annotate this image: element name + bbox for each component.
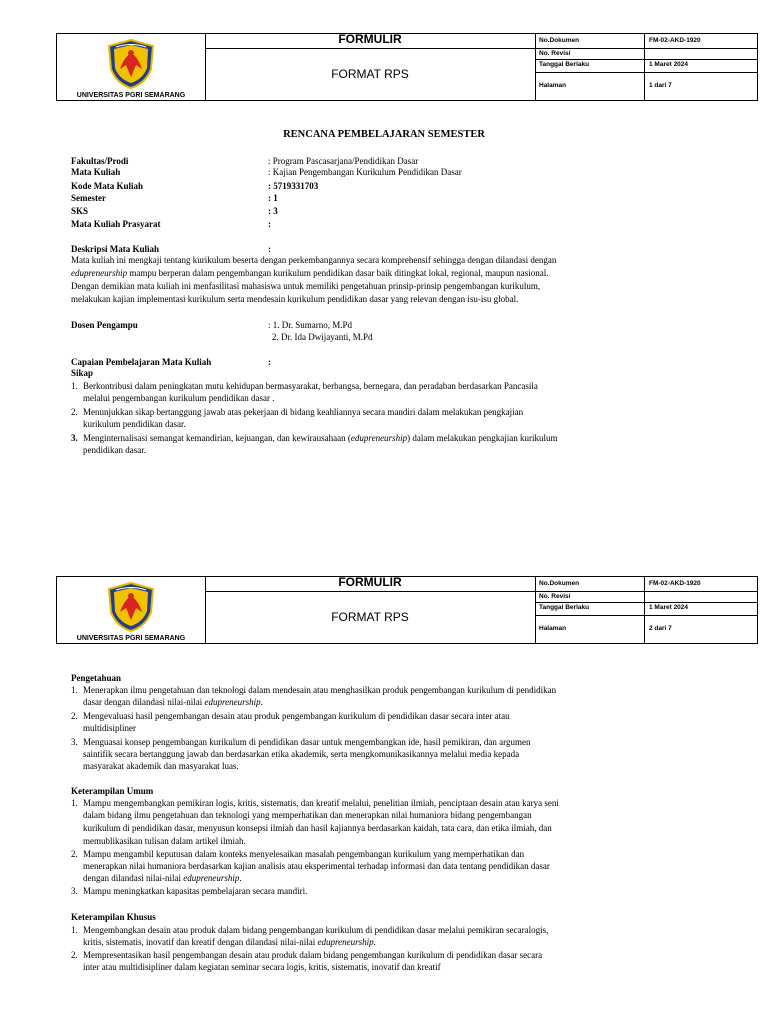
university-logo-icon xyxy=(108,582,154,632)
info-label: Mata Kuliah Prasyarat xyxy=(71,219,161,229)
formulir-label: FORMULIR xyxy=(205,34,535,49)
document-meta-table xyxy=(535,577,757,643)
paragraph-line: edupreneurship mampu berperan dalam pengembangan kurikulum pendidikan dasar baik ditingkat lokal, regional, maupun nasional. xyxy=(71,268,549,278)
list-item: Mampu meningkatkan kapasitas pembelajaran secara mandiri. xyxy=(83,886,308,896)
format-rps-label: FORMAT RPS xyxy=(331,67,409,81)
list-item: Menguasai konsep pengembangan kurikulum di pendidikan dasar untuk mengembangkan ide, hasil pemikiran, dan argumen xyxy=(83,737,531,747)
meta-label: Halaman xyxy=(539,625,567,632)
section-heading: Keterampilan Khusus xyxy=(71,912,156,922)
list-item: saintifik secara bertanggung jawab dan berdasarkan etika akademik, serta mengkomunikasikannya melalui media kepada xyxy=(83,749,520,759)
list-number: 3. xyxy=(71,433,78,443)
list-item: kritis, sistematis, inovatif dan kreatif dengan dilandasi nilai-nilai edupreneurship. xyxy=(83,937,376,947)
list-item: kurikulum pendidikan dasar. xyxy=(83,419,186,429)
list-item: melalui pengembangan kurikulum pendidikan dasar . xyxy=(83,393,275,403)
dosen-1: : 1. Dr. Sumarno, M.Pd xyxy=(268,320,353,330)
colon: : xyxy=(268,357,271,367)
list-item: memublikasikan tulisan dalam artikel ilmiah. xyxy=(83,836,246,846)
colon: : xyxy=(268,244,271,254)
list-item: Mengevaluasi hasil pengembangan desain atau produk pengembangan kurikulum di pendidikan dasar secara inter atau xyxy=(83,711,510,721)
list-item: Mengembangkan desain atau produk dalam bidang pengembangan kurikulum di pendidikan dasar melalui pemikiran secaralogis, xyxy=(83,925,549,935)
meta-label: No.Dokumen xyxy=(539,37,580,44)
paragraph-line: melakukan kajian implementasi kurikulum serta mendesain kurikulum pendidikan dasar yang relevan dengan isu-isu global. xyxy=(71,294,519,304)
document-header-page-2 xyxy=(56,576,758,644)
section-heading: Capaian Pembelajaran Mata Kuliah xyxy=(71,357,212,367)
list-number: 2. xyxy=(71,711,78,721)
document-header xyxy=(56,33,758,101)
list-number: 2. xyxy=(71,950,78,960)
university-name: UNIVERSITAS PGRI SEMARANG xyxy=(76,635,186,642)
paragraph-line: Mata kuliah ini mengkaji tentang kurikulum beserta dengan perkembangannya secara komprehensif sehingga dengan dilandasi dengan xyxy=(71,255,557,265)
meta-value: 1 Maret 2024 xyxy=(649,604,689,611)
info-label: Kode Mata Kuliah xyxy=(71,181,144,191)
university-logo-icon xyxy=(108,39,154,89)
subsection-heading: Sikap xyxy=(71,368,94,378)
meta-label: Tanggal Berlaku xyxy=(539,604,590,611)
list-item: pendidikan dasar. xyxy=(83,445,146,455)
list-number: 1. xyxy=(71,685,78,695)
list-item: masyarakat akademik dan masyarakat luas. xyxy=(83,761,239,771)
info-label: Fakultas/Prodi xyxy=(71,156,129,166)
university-name: UNIVERSITAS PGRI SEMARANG xyxy=(76,92,186,99)
list-number: 2. xyxy=(71,849,78,859)
list-item: multidisipliner xyxy=(83,723,136,733)
meta-label: No.Dokumen xyxy=(539,580,580,587)
info-value: : 5719331703 xyxy=(268,181,319,191)
format-rps-label: FORMAT RPS xyxy=(331,610,409,624)
info-label: SKS xyxy=(71,206,89,216)
meta-value: 1 dari 7 xyxy=(649,82,672,89)
meta-value: FM-02-AKD-1920 xyxy=(649,580,701,587)
section-heading: Keterampilan Umum xyxy=(71,786,154,796)
info-label: Semester xyxy=(71,193,106,203)
list-number: 1. xyxy=(71,798,78,808)
list-number: 1. xyxy=(71,925,78,935)
info-value: : 3 xyxy=(268,206,278,216)
dosen-2: 2. Dr. Ida Dwijayanti, M.Pd xyxy=(272,332,373,342)
list-number: 3. xyxy=(71,886,78,896)
section-heading: Pengetahuan xyxy=(71,673,122,683)
meta-label: Tanggal Berlaku xyxy=(539,61,590,68)
meta-value: 1 Maret 2024 xyxy=(649,61,689,68)
list-item: menerapkan nilai humaniora berdasarkan kajian analisis atau eksperimental terhadap informasi dan data tentang pendidikan dasar xyxy=(83,861,550,871)
meta-label: No. Revisi xyxy=(539,593,571,600)
section-heading: Dosen Pengampu xyxy=(71,320,138,330)
list-item: Menunjukkan sikap bertanggung jawab atas pekerjaan di bidang keahliannya secara mandiri dalam melakukan pengkajian xyxy=(83,407,524,417)
list-item: Menginternalisasi semangat kemandirian, kejuangan, dan kewirausahaan (edupreneurship) dalam melakukan pengkajian kurikulum xyxy=(83,433,558,443)
section-heading: Deskripsi Mata Kuliah xyxy=(71,244,160,254)
list-item: inter atau multidisipliner dalam kegiatan seminar secara logis, kritis, sistematis, inovatif dan kreatif xyxy=(83,962,441,972)
list-number: 2. xyxy=(71,407,78,417)
paragraph-line: Dengan demikian mata kuliah ini menfasilitasi mahasiswa untuk memiliki pengetahuan prinsip-prinsip pengembangan kurikulum, xyxy=(71,281,541,291)
meta-value: FM-02-AKD-1920 xyxy=(649,37,701,44)
list-number: 1. xyxy=(71,381,78,391)
list-item: kurikulum di pendidikan dasar, menyusun konsepsi ilmiah dan hasil kajiannya berdasarkan kaidah, tata cara, dan etika ilmiah, dan xyxy=(83,823,552,833)
meta-value: 2 dari 7 xyxy=(649,625,672,632)
list-item: dasar dengan dilandasi nilai-nilai edupreneurship. xyxy=(83,697,263,707)
info-value: : xyxy=(268,219,271,229)
info-value: : 1 xyxy=(268,193,278,203)
info-value: : Program Pascasarjana/Pendidikan Dasar xyxy=(268,156,419,166)
list-item: Menerapkan ilmu pengetahuan dan teknologi dalam mendesain atau menghasilkan produk pengembangan kurikulum di pendidikan xyxy=(83,685,557,695)
list-item: Mempresentasikan hasil pengembangan desain atau produk dalam bidang pengembangan kurikulum di pendidikan dasar secara xyxy=(83,950,543,960)
list-item: Mampu mengambil keputusan dalam konteks menyelesaikan masalah pengembangan kurikulum yang memperhatikan dan xyxy=(83,849,525,859)
list-item: Mampu mengembangkan pemikiran logis, kritis, sistematis, dan kreatif melalui, penelitian ilmiah, penciptaan desain atau karya seni xyxy=(83,798,559,808)
formulir-label: FORMULIR xyxy=(205,577,535,592)
list-item: dengan dilandasi nilai-nilai edupreneurship. xyxy=(83,873,242,883)
info-label: Mata Kuliah xyxy=(71,167,121,177)
info-value: : Kajian Pengembangan Kurikulum Pendidikan Dasar xyxy=(268,167,462,177)
page-title: RENCANA PEMBELAJARAN SEMESTER xyxy=(283,129,485,140)
meta-label: No. Revisi xyxy=(539,50,571,57)
list-item: Berkontribusi dalam peningkatan mutu kehidupan bermasyarakat, berbangsa, bernegara, dan peradaban berdasarkan Pancasila xyxy=(83,381,538,391)
list-number: 3. xyxy=(71,737,78,747)
document-meta-table xyxy=(535,34,757,100)
meta-label: Halaman xyxy=(539,82,567,89)
logo-cell xyxy=(57,34,206,100)
list-item: dalam bidang ilmu pengetahuan dan teknologi yang memperhatikan dan menerapkan nilai humaniora bidang pengembangan xyxy=(83,810,532,820)
